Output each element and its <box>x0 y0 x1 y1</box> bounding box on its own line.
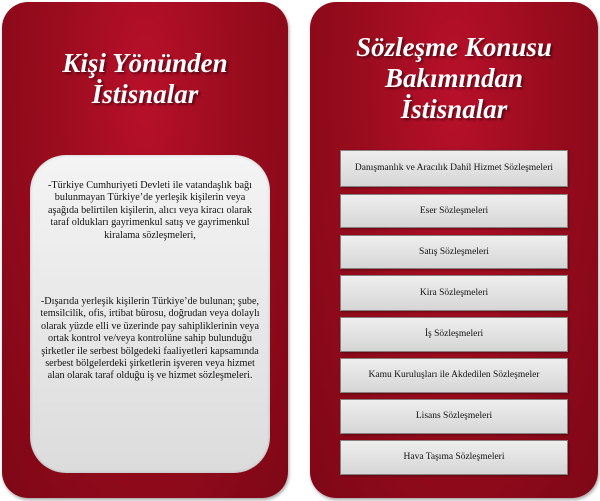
exception-paragraph-residents: -Türkiye Cumhuriyeti Devleti ile vatandaşlık bağı bulunmayan Türkiye’de yerleşik kişilerin veya aşağıda belirtilen kişilerin, alıcı veya kiracı olarak taraf oldukları gayrimenkul satış ve gayrimenkul kiralama sözleşmeleri, <box>48 180 252 241</box>
exception-paragraph-branches: -Dışarıda yerleşik kişilerin Türkiye’de bulunan; şube, temsilcilik, ofis, irtibat bürosu, doğrudan veya dolaylı olarak yüzde elli ve üzerinde pay sahipliklerinin veya ortak kontrol ve/veya kontrolüne sahip bulunduğu şirketler ile serbest bölgedeki faaliyetleri kapsamında serbest bölgelerdeki şirketlerin işveren veya hizmet alan olarak taraf olduğu iş ve hizmet sözleşmeleri. <box>40 296 260 382</box>
contract-item-work: Eser Sözleşmeleri <box>340 194 568 228</box>
contract-item-public-institutions: Kamu Kuruluşları ile Akdedilen Sözleşmeler <box>340 358 568 393</box>
contract-subject-exceptions-panel <box>310 2 598 498</box>
contract-item-employment: İş Sözleşmeleri <box>340 317 568 352</box>
contract-item-sales: Satış Sözleşmeleri <box>340 235 568 269</box>
contract-item-rental: Kira Sözleşmeleri <box>340 275 568 311</box>
contract-item-air-transport: Hava Taşıma Sözleşmeleri <box>340 440 568 475</box>
contract-subject-exceptions-title: Sözleşme Konusu Bakımından İstisnalar <box>356 32 552 124</box>
person-exceptions-box <box>30 155 270 473</box>
person-exceptions-title: Kişi Yönünden İstisnalar <box>62 48 228 109</box>
contract-item-license: Lisans Sözleşmeleri <box>340 399 568 434</box>
person-exceptions-panel <box>2 2 288 498</box>
contract-item-consultancy: Danışmanlık ve Aracılık Dahil Hizmet Sözleşmeleri <box>340 150 568 187</box>
